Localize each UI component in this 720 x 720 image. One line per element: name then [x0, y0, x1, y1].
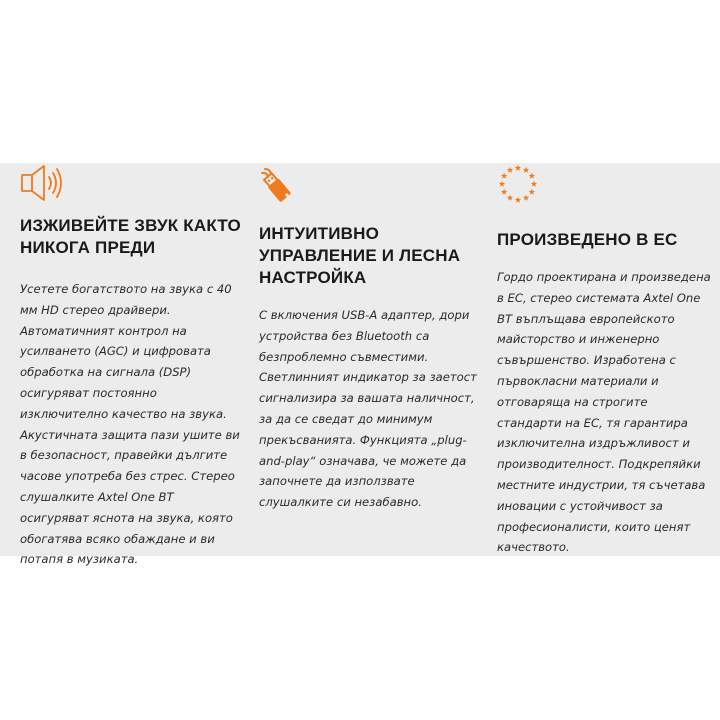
eu-star — [507, 194, 513, 200]
feature-title: ПРОИЗВЕДЕНО В ЕС — [497, 230, 678, 249]
eu-star — [523, 194, 529, 200]
feature-description: С включения USB-A адаптер, дори устройства без Bluetooth са безпроблемно съвместими. Светлинният индикатор за заетост сигнализира за вашата наличност, за да се сведат до минимум прекъсванията. Функцията „plug-and-play“ означава, че можете да започнете да използвате слушалките си незабавно. — [259, 308, 477, 510]
eu-star — [515, 197, 521, 203]
eu-stars-icon — [497, 163, 541, 207]
eu-star — [499, 181, 505, 187]
feature-title: ИЗЖИВЕЙТЕ ЗВУК КАКТО НИКОГА ПРЕДИ — [20, 216, 241, 257]
eu-star — [529, 173, 535, 179]
feature-title: ИНТУИТИВНО УПРАВЛЕНИЕ И ЛЕСНА НАСТРОЙКА — [259, 224, 461, 287]
usb-adapter-icon — [259, 165, 303, 209]
eu-star — [501, 173, 507, 179]
eu-star — [529, 189, 535, 195]
feature-description: Усетете богатството на звука с 40 мм HD стерео драйвери. Автоматичният контрол на усилването (AGC) и цифровата обработка на сигнала (DSP) осигуряват постоянно изключително качество на звука. Акустичната защита пази ушите ви в безопасност, правейки дългите часове употреба без стрес. Стерео слушалките Axtel One BT осигуряват яснота на звука, която обогатява всяко обаждане и ви потапя в музиката. — [20, 282, 240, 567]
eu-star — [507, 167, 513, 173]
eu-star — [501, 189, 507, 195]
eu-star — [515, 165, 521, 171]
eu-star — [523, 167, 529, 173]
eu-star — [531, 181, 537, 187]
feature-description: Гордо проектирана и произведена в ЕС, стерео системата Axtel One BT въплъщава европейското майсторство и инженерно съвършенство. Изработена с първокласни материали и отговаряща на строгите стандарти на ЕС, тя гарантира изключителна издръжливост и производителност. Подкрепяйки местните индустрии, тя съчетава иновации с устойчивост за професионалисти, които ценят качеството. — [497, 270, 711, 555]
features-band — [0, 163, 720, 567]
speaker-icon — [20, 163, 64, 207]
